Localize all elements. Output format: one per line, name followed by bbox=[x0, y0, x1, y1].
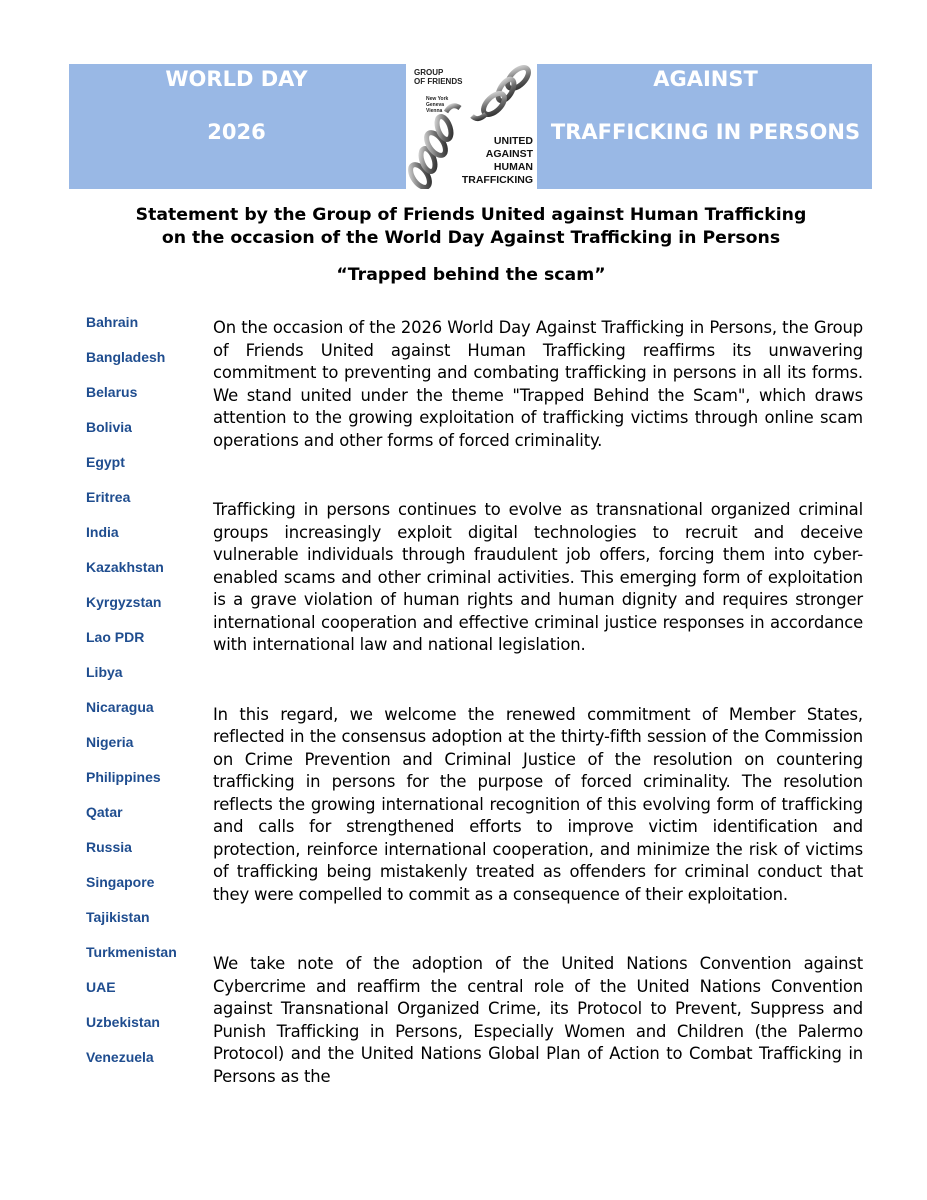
country-item: Bahrain bbox=[86, 314, 139, 330]
country-item: India bbox=[86, 524, 119, 540]
banner-right-block bbox=[539, 64, 872, 189]
statement-title-line-2: on the occasion of the World Day Against Trafficking in Persons bbox=[161, 228, 781, 248]
country-item: Qatar bbox=[86, 804, 123, 820]
theme-subtitle: “Trapped behind the scam” bbox=[336, 265, 606, 285]
country-item: Kazakhstan bbox=[86, 559, 164, 575]
header-banner bbox=[69, 64, 872, 189]
logo-group-of-friends-text: GROUP OF FRIENDS bbox=[414, 68, 463, 86]
country-item: Nigeria bbox=[86, 734, 134, 750]
member-country-list bbox=[86, 312, 206, 1082]
country-item: Russia bbox=[86, 839, 132, 855]
country-item: Tajikistan bbox=[86, 909, 150, 925]
country-item: Venezuela bbox=[86, 1049, 154, 1065]
paragraph-3: In this regard, we welcome the renewed commitment of Member States, reflected in the consensus adoption at the thirty-fifth session of the Commission on Crime Prevention and Criminal Justice of the resolution on countering trafficking in persons for the purpose of forced criminality. The resolution reflects the growing international recognition of this evolving form of trafficking and calls for strengthened efforts to improve victim identification and protection, reinforce international cooperation, and minimize the risk of victims of trafficking being mistakenly treated as offenders for criminal conduct that they were compelled to commit as a consequence of their exploitation. bbox=[213, 704, 863, 904]
country-item: UAE bbox=[86, 979, 116, 995]
paragraph-1: On the occasion of the 2026 World Day Against Trafficking in Persons, the Group of Friends United against Human Trafficking reaffirms its unwavering commitment to preventing and combating trafficking in persons in all its forms. We stand united under the theme "Trapped Behind the Scam", which draws attention to the growing exploitation of trafficking victims through online scam operations and other forms of forced criminality. bbox=[213, 318, 863, 450]
statement-body bbox=[213, 317, 863, 1088]
banner-left-block bbox=[69, 64, 404, 189]
country-item: Egypt bbox=[86, 454, 125, 470]
country-item: Kyrgyzstan bbox=[86, 594, 162, 610]
country-item: Singapore bbox=[86, 874, 155, 890]
paragraph-4: We take note of the adoption of the United Nations Convention against Cybercrime and reaffirm the central role of the United Nations Convention against Transnational Organized Crime, its Protocol to Prevent, Suppress and Punish Trafficking in Persons, Especially Women and Children (the Palermo Protocol) and the United Nations Global Plan of Action to Combat Trafficking in Persons as the bbox=[213, 954, 863, 1086]
banner-world-day: WORLD DAY bbox=[165, 67, 308, 91]
country-item: Libya bbox=[86, 664, 123, 680]
group-of-friends-logo bbox=[406, 64, 537, 189]
country-item: Philippines bbox=[86, 769, 161, 785]
country-item: Bolivia bbox=[86, 419, 132, 435]
logo-united-text: UNITED AGAINST HUMAN TRAFFICKING bbox=[461, 135, 533, 186]
country-item: Bangladesh bbox=[86, 349, 166, 365]
logo-cities-text: New York Geneva Vienna bbox=[426, 96, 449, 114]
banner-trafficking-in-persons: TRAFFICKING IN PERSONS bbox=[550, 120, 861, 144]
country-item: Nicaragua bbox=[86, 699, 154, 715]
country-item: Eritrea bbox=[86, 489, 131, 505]
country-item: Belarus bbox=[86, 384, 138, 400]
paragraph-2: Trafficking in persons continues to evolve as transnational organized criminal groups increasingly exploit digital technologies to recruit and deceive vulnerable individuals through fraudulent job offers, forcing them into cyber-enabled scams and other criminal activities. This emerging form of exploitation is a grave violation of human rights and human dignity and requires stronger international cooperation and effective criminal justice responses in accordance with international law and national legislation. bbox=[213, 500, 863, 654]
banner-year: 2026 bbox=[207, 120, 266, 144]
country-item: Lao PDR bbox=[86, 629, 145, 645]
banner-against: AGAINST bbox=[653, 67, 758, 91]
statement-title-line-1: Statement by the Group of Friends United against Human Trafficking bbox=[135, 205, 807, 225]
country-item: Turkmenistan bbox=[86, 944, 177, 960]
country-item: Uzbekistan bbox=[86, 1014, 160, 1030]
